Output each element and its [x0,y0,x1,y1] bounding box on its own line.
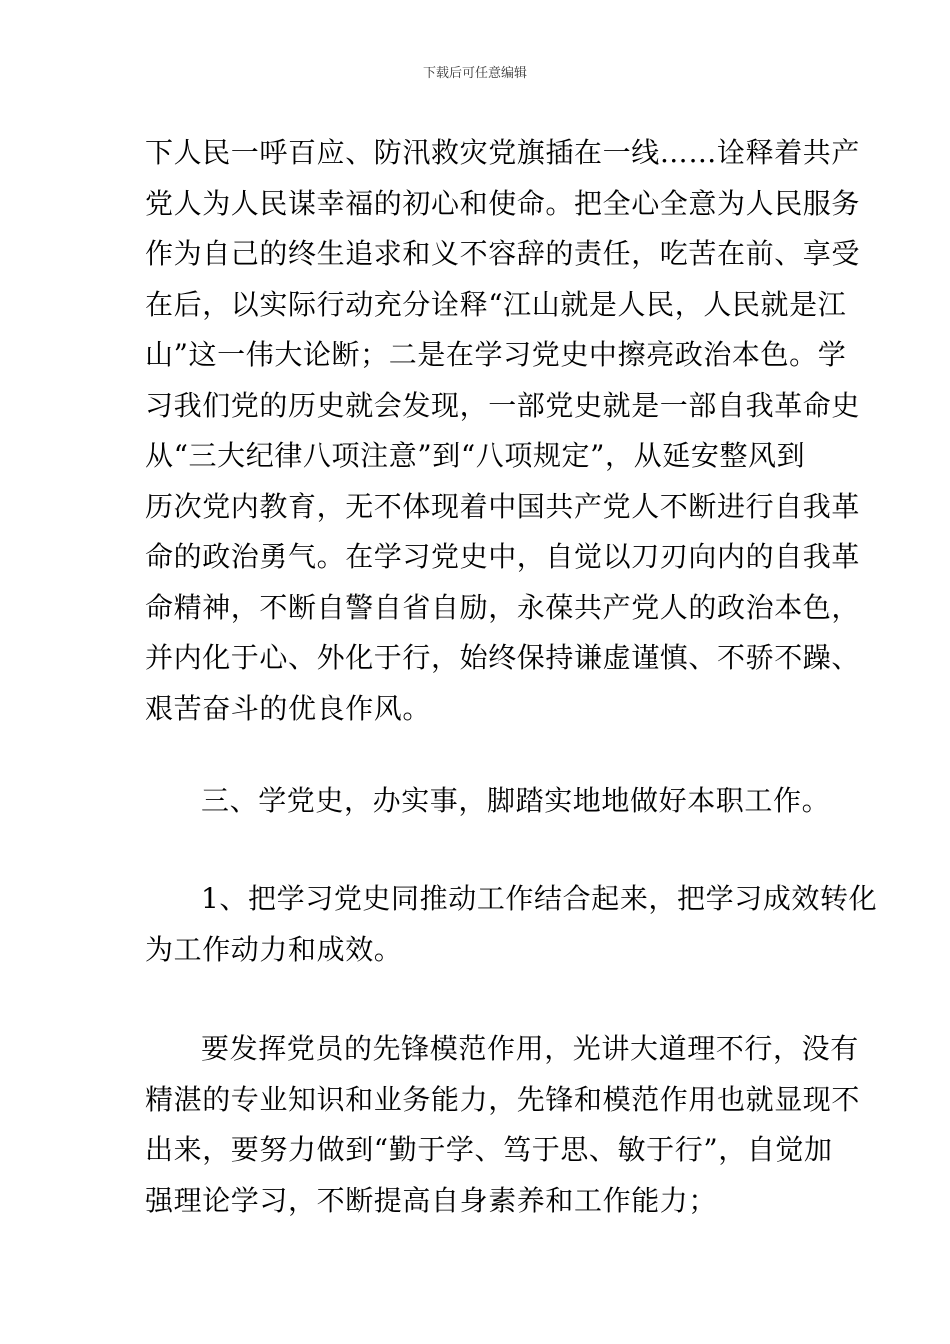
section-3-heading [145,776,831,827]
paragraph-line: 历次党内教育，无不体现着中国共产党人不断进行自我革 [145,489,861,523]
paragraph-line: 山”这一伟大论断；二是在学习党史中擦亮政治本色。学 [145,338,847,371]
paragraph-vanguard-role [145,1024,861,1226]
paragraph-line: 要发挥党员的先锋模范作用，光讲大道理不行，没有 [201,1032,859,1065]
paragraph-line: 从“三大纪律八项注意”到“八项规定”，从延安整风到 [145,439,806,472]
subheading-line: 1、把学习党史同推动工作结合起来，把学习成效转化 [201,882,878,915]
paragraph-line: 艰苦奋斗的优良作风。 [145,691,432,725]
header-note: 下载后可任意编辑 [422,66,527,81]
paragraph-line: 党人为人民谋幸福的初心和使命。把全心全意为人民服务 [145,186,861,220]
paragraph-line: 下人民一呼百应、防汛救灾党旗插在一线……诠释着共产 [145,136,861,169]
subheading-line: 为工作动力和成效。 [145,932,403,966]
paragraph-line: 并内化于心、外化于行，始终保持谦虚谨慎、不骄不躁、 [145,641,861,674]
paragraph-party-history-self-revolution [145,128,861,734]
section-heading-text: 三、学党史，办实事，脚踏实地地做好本职工作。 [201,784,831,817]
paragraph-line: 在后，以实际行动充分诠释“江山就是人民，人民就是江 [145,287,847,321]
subheading-1 [145,874,878,975]
paragraph-line: 习我们党的历史就会发现，一部党史就是一部自我革命史 [145,388,861,422]
paragraph-line: 出来，要努力做到“勤于学、笃于思、敏于行”，自觉加 [145,1133,833,1166]
paragraph-line: 作为自己的终生追求和义不容辞的责任，吃苦在前、享受 [145,237,861,270]
paragraph-line: 精湛的专业知识和业务能力，先锋和模范作用也就显现不 [145,1082,861,1116]
paragraph-line: 命的政治勇气。在学习党史中，自觉以刀刃向内的自我革 [145,540,861,573]
paragraph-line: 强理论学习，不断提高自身素养和工作能力； [145,1183,718,1217]
paragraph-line: 命精神，不断自警自省自励，永葆共产党人的政治本色， [145,590,861,624]
